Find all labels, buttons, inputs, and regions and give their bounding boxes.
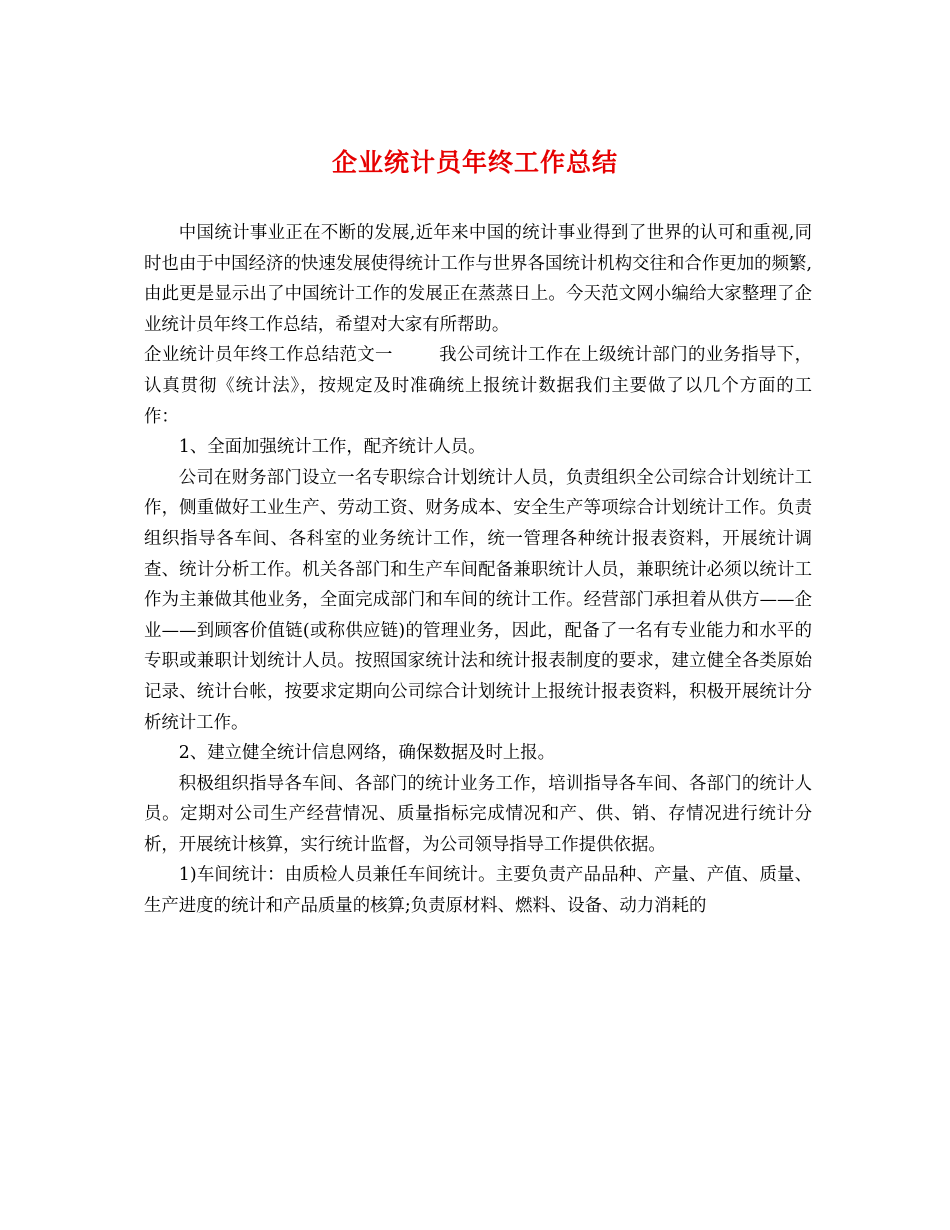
- section-1-body: 公司在财务部门设立一名专职综合计划统计人员，负责组织全公司综合计划统计工作，侧重做好工业生产、劳动工资、财务成本、安全生产等项综合计划统计工作。负责组织指导各车间、各科室的业务统计工作，统一管理各种统计报表资料，开展统计调查、统计分析工作。机关各部门和生产车间配备兼职统计人员，兼职统计必须以统计工作为主兼做其他业务，全面完成部门和车间的统计工作。经营部门承担着从供方——企业——到顾客价值链(或称供应链)的管理业务，因此，配备了一名有专业能力和水平的专职或兼职计划统计人员。按照国家统计法和统计报表制度的要求，建立健全各类原始记录、统计台帐，按要求定期向公司综合计划统计上报统计报表资料，积极开展统计分析统计工作。: [144, 467, 812, 733]
- sample-paragraph: [144, 340, 812, 432]
- sample-heading: 企业统计员年终工作总结范文一: [144, 345, 393, 366]
- document-body: [144, 218, 812, 922]
- section-2-body: 积极组织指导各车间、各部门的统计业务工作，培训指导各车间、各部门的统计人员。定期对公司生产经营情况、质量指标完成情况和产、供、销、存情况进行统计分析，开展统计核算，实行统计监督，为公司领导指导工作提供依据。: [144, 773, 812, 855]
- sample-text: 我公司统计工作在上级统计部门的业务指导下，认真贯彻《统计法》，按规定及时准确统上报统计数据我们主要做了以几个方面的工作：: [144, 345, 812, 427]
- section-2-heading: 2、建立健全统计信息网络，确保数据及时上报。: [178, 743, 556, 764]
- item-1-paragraph: 1)车间统计：由质检人员兼任车间统计。主要负责产品品种、产量、产值、质量、生产进度的统计和产品质量的核算;负责原材料、燃料、设备、动力消耗的: [144, 865, 812, 917]
- document-title: 企业统计员年终工作总结: [331, 148, 618, 177]
- section-1-heading: 1、全面加强统计工作，配齐统计人员。: [178, 437, 486, 458]
- intro-paragraph: 中国统计事业正在不断的发展,近年来中国的统计事业得到了世界的认可和重视,同时也由于中国经济的快速发展使得统计工作与世界各国统计机构交往和合作更加的频繁,由此更是显示出了中国统计工作的发展正在蒸蒸日上。今天范文网小编给大家整理了企业统计员年终工作总结，希望对大家有所帮助。: [144, 223, 812, 335]
